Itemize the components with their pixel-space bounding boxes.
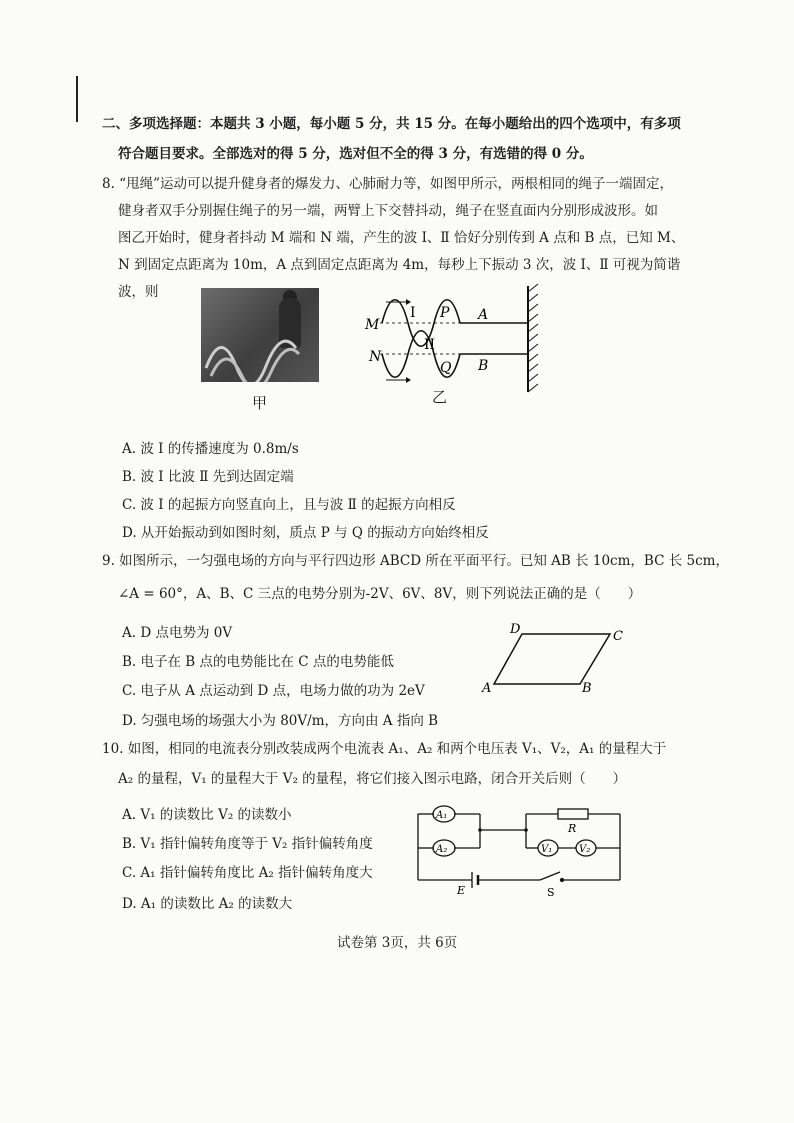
label-V2: V₂ (579, 844, 591, 855)
q9-option-d: D. 匀强电场的场强大小为 80V/m，方向由 A 指向 B (122, 713, 439, 729)
q9-stem-line2: ∠A = 60°，A、B、C 三点的电势分别为-2V、6V、8V，则下列说法正确的是（ ） (118, 586, 642, 602)
parallelogram-diagram (480, 620, 630, 696)
q10-option-b: B. V₁ 指针偏转角度等于 V₂ 指针偏转角度 (122, 836, 373, 852)
label-N: N (369, 349, 382, 365)
rope-exercise-photo (201, 288, 319, 382)
label-V1: V₁ (541, 844, 553, 855)
q9-option-a: A. D 点电势为 0V (122, 625, 233, 641)
q8-stem-line2: 健身者双手分别握住绳子的另一端，两臂上下交替抖动，绳子在竖直面内分别形成波形。如 (118, 203, 658, 219)
q10-option-d: D. A₁ 的读数比 A₂ 的读数大 (122, 896, 293, 912)
q8-stem-line1: 8. “甩绳”运动可以提升健身者的爆发力、心肺耐力等，如图甲所示，两根相同的绳子一端固定， (102, 176, 673, 192)
q9-option-b: B. 电子在 B 点的电势能比在 C 点的电势能低 (122, 654, 394, 670)
label-wave-II: II (424, 337, 436, 353)
q8-option-b: B. 波 Ⅰ 比波 Ⅱ 先到达固定端 (122, 469, 294, 485)
q8-stem-line3: 图乙开始时，健身者抖动 M 端和 N 端，产生的波 Ⅰ、Ⅱ 恰好分别传到 A 点和 B 点，已知 M、 (118, 230, 685, 246)
label-A: A (478, 307, 489, 323)
circuit-diagram (410, 800, 630, 900)
q10-option-c: C. A₁ 指针偏转角度比 A₂ 指针偏转角度大 (122, 865, 373, 881)
q10-option-a: A. V₁ 的读数比 V₂ 的读数小 (122, 807, 292, 823)
label-S: S (547, 886, 555, 899)
q10-stem-line2: A₂ 的量程，V₁ 的量程大于 V₂ 的量程，将它们接入图示电路，闭合开关后则（ ） (118, 771, 627, 787)
label-M: M (365, 317, 380, 333)
label-A: A (482, 681, 492, 696)
wave-diagram (360, 282, 550, 397)
q8-option-c: C. 波 Ⅰ 的起振方向竖直向上，且与波 Ⅱ 的起振方向相反 (122, 497, 456, 513)
fig-yi-caption: 乙 (432, 388, 448, 406)
label-E: E (457, 884, 466, 897)
q8-stem-line5: 波，则 (118, 284, 159, 300)
section-heading-line1: 二、多项选择题：本题共 3 小题，每小题 5 分，共 15 分。在每小题给出的四个选项中，有多项 (102, 116, 681, 132)
q8-stem-line4: N 到固定点距离为 10m，A 点到固定点距离为 4m，每秒上下振动 3 次，波 Ⅰ、Ⅱ 可视为简谐 (118, 257, 681, 273)
label-B: B (478, 358, 489, 374)
page-footer: 试卷第 3页，共 6页 (337, 935, 458, 951)
section-heading-line2: 符合题目要求。全部选对的得 5 分，选对但不全的得 3 分，有选错的得 0 分。 (118, 146, 593, 162)
q9-stem-line1: 9. 如图所示，一匀强电场的方向与平行四边形 ABCD 所在平面平行。已知 AB 长 10cm，BC 长 5cm， (102, 553, 729, 569)
label-D: D (510, 622, 521, 637)
q8-option-a: A. 波 Ⅰ 的传播速度为 0.8m/s (122, 441, 299, 457)
fig-jia-caption: 甲 (252, 394, 268, 412)
q8-option-d: D. 从开始振动到如图时刻，质点 P 与 Q 的振动方向始终相反 (122, 525, 489, 541)
label-A1: A₁ (436, 810, 448, 821)
label-P: P (440, 305, 450, 321)
label-C: C (613, 629, 623, 644)
margin-binding-line (76, 76, 78, 122)
q9-option-c: C. 电子从 A 点运动到 D 点，电场力做的功为 2eV (122, 683, 425, 699)
label-wave-I: I (410, 305, 416, 321)
label-A2: A₂ (436, 844, 448, 855)
q10-stem-line1: 10. 如图，相同的电流表分别改装成两个电流表 A₁、A₂ 和两个电压表 V₁、V₂，A₁ 的量程大于 (102, 741, 667, 757)
label-Q: Q (440, 360, 452, 376)
label-R: R (568, 822, 577, 835)
label-B: B (582, 681, 592, 696)
